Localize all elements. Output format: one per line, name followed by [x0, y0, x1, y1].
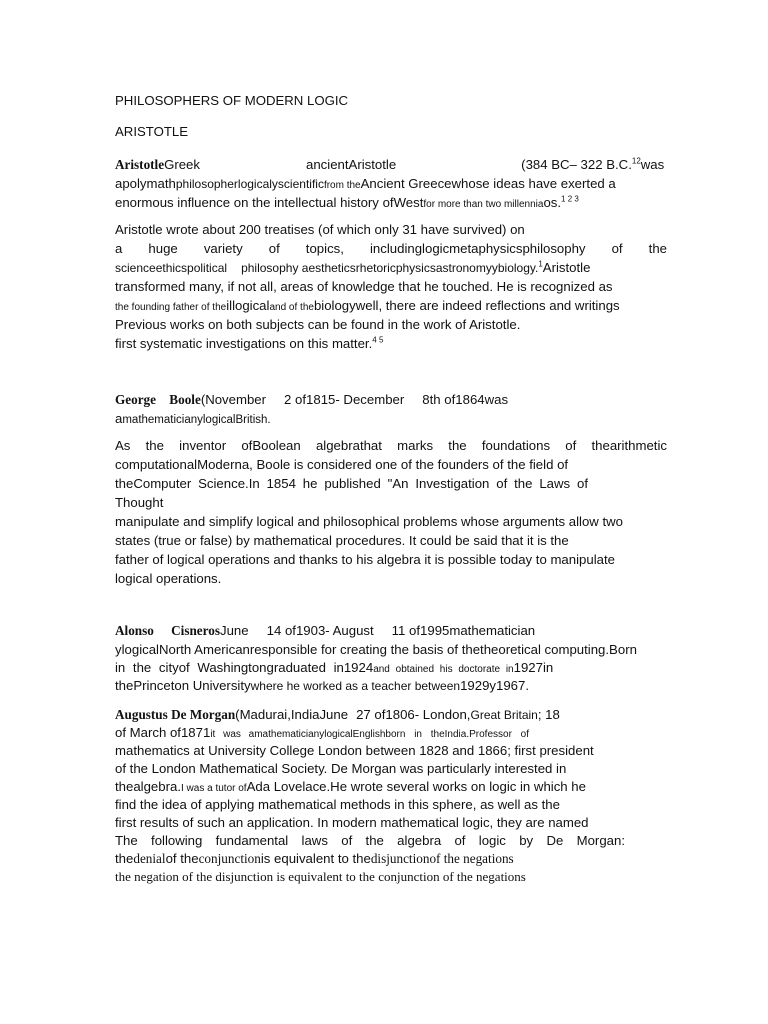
cisneros-name: Alonso Cisneros [115, 623, 220, 638]
morgan-line10: the negation of the disjunction is equivalent to the conjunction of the negations [115, 869, 526, 884]
morgan-name: Augustus De Morgan [115, 707, 236, 722]
aristotle-p2-line3: scienceethicspolitical philosophy aestheticsrhetoricphysicsastronomyybiology.$^1$Aristotle [115, 259, 591, 275]
aristotle-p1-line3: enormous influence on the intellectual history ofWestfor more than two millenniaos.$^{1 2 3}$ [115, 194, 579, 210]
morgan-line9: thedenialof theconjunctionis equivalent to thedisjunctionof the negations [115, 851, 514, 866]
boole-line2: amathematicianylogicalBritish. [115, 411, 271, 426]
morgan-line5: thealgebra.I was a tutor ofAda Lovelace.He wrote several works on logic in which he [115, 779, 586, 794]
aristotle-p2-line5: the founding father of theillogicaland of thebiologywell, there are indeed reflections and writings [115, 298, 620, 313]
morgan-line2: of March of1871it was amathematicianylogicalEnglishborn in theIndia.Professor of [115, 725, 530, 740]
morgan-line4: of the London Mathematical Society. De Morgan was particularly interested in [115, 761, 567, 776]
document-title: PHILOSOPHERS OF MODERN LOGIC [115, 93, 349, 108]
cisneros-line1: Alonso CisnerosJune 14 of1903- August 11 of1995mathematician [115, 623, 536, 638]
boole-name: George Boole [115, 392, 201, 407]
morgan-line6: find the idea of applying mathematical methods in this sphere, as well as the [115, 797, 560, 812]
aristotle-p1-line2: apolymathphilosopherlogicalyscientificfrom theAncient Greecewhose ideas have exerted a [115, 176, 616, 191]
boole-p2-line4: Thought [115, 495, 164, 510]
cisneros-line2: ylogicalNorth Americanresponsible for creating the basis of thetheoretical computing.Born [115, 642, 637, 657]
section-heading: ARISTOTLE [115, 124, 189, 139]
aristotle-name: Aristotle [115, 157, 165, 172]
boole-p2-line1: As the inventor ofBoolean algebrathat marks the foundations of thearithmetic [115, 438, 667, 453]
cisneros-line4: thePrinceton Universitywhere he worked as a teacher between1929y1967. [115, 678, 530, 693]
boole-p2-line2: computationalModerna, Boole is considered one of the founders of the field of [115, 457, 569, 472]
boole-p2-line5: manipulate and simplify logical and philosophical problems whose arguments allow two [115, 514, 623, 529]
boole-p2-line8: logical operations. [115, 571, 222, 586]
boole-line1: George Boole(November 2 of1815- December 8th of1864was [115, 392, 509, 407]
boole-p2-line6: states (true or false) by mathematical procedures. It could be said that it is the [115, 533, 569, 548]
morgan-line7: first results of such an application. In modern mathematical logic, they are named [115, 815, 589, 830]
aristotle-p2-line7: first systematic investigations on this matter.$^{4 5}$ [115, 335, 384, 351]
aristotle-p2-line6: Previous works on both subjects can be found in the work of Aristotle. [115, 317, 521, 332]
aristotle-p2-line2: a huge variety of topics, includinglogicmetaphysicsphilosophy of the [115, 241, 667, 256]
aristotle-p1-line1: AristotleGreek ancientAristotle (384 BC– 322 B.C.$^{12}$was [115, 156, 665, 172]
aristotle-p2-line1: Aristotle wrote about 200 treatises (of which only 31 have survived) on [115, 222, 525, 237]
cisneros-line3: in the cityof Washingtongraduated in1924and obtained his doctorate in1927in [115, 660, 554, 675]
boole-p2-line7: father of logical operations and thanks to his algebra it is possible today to manipulate [115, 552, 615, 567]
aristotle-p2-line4: transformed many, if not all, areas of knowledge that he touched. He is recognized as [115, 279, 613, 294]
morgan-line3: mathematics at University College London between 1828 and 1866; first president [115, 743, 594, 758]
boole-p2-line3: theComputer Science.In 1854 he published "An Investigation of the Laws of [115, 476, 588, 491]
morgan-line8: The following fundamental laws of the algebra of logic by De Morgan: [115, 833, 625, 848]
morgan-line1: Augustus De Morgan(Madurai,IndiaJune 27 of1806- London,Great Britain; 18 [115, 707, 560, 722]
